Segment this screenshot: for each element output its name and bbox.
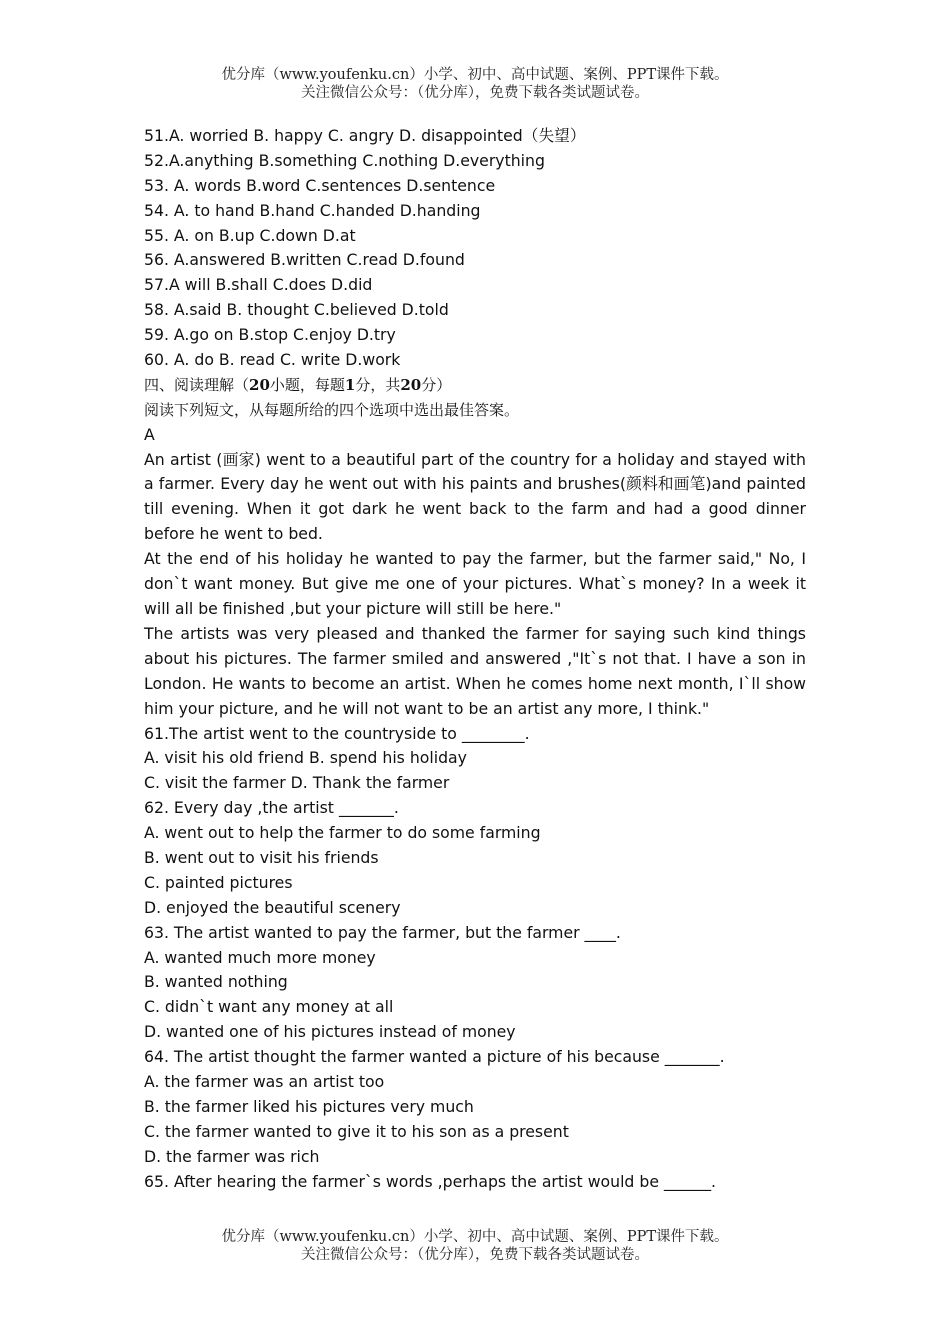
question-option: C. painted pictures	[144, 872, 293, 892]
option-line: 52.A.anything B.something C.nothing D.everything	[144, 150, 545, 170]
option-line: 54. A. to hand B.hand C.handed D.handing	[144, 200, 481, 220]
footer-line-2: 关注微信公众号：（优分库），免费下载各类试题试卷。	[301, 1247, 649, 1263]
header-line-2: 关注微信公众号：（优分库），免费下载各类试题试卷。	[301, 85, 649, 101]
option-line: 58. A.said B. thought C.believed D.told	[144, 300, 449, 320]
question-option: C. visit the farmer D. Thank the farmer	[144, 773, 450, 793]
section-instruction: 阅读下列短文，从每题所给的四个选项中选出最佳答案。	[144, 400, 520, 419]
question	[144, 722, 806, 797]
question-stem: 61.The artist went to the countryside to ________.	[144, 723, 530, 743]
question-stem: 64. The artist thought the farmer wanted a picture of his because _______.	[144, 1047, 725, 1067]
question-stem: 63. The artist wanted to pay the farmer, but the farmer ____.	[144, 922, 621, 942]
question-option: B. went out to visit his friends	[144, 848, 379, 867]
question-option: D. the farmer was rich	[144, 1146, 320, 1166]
header-line-1: 优分库（www.youfenku.cn）小学、初中、高中试题、案例、PPT课件下载。	[221, 67, 729, 83]
question	[144, 1170, 806, 1195]
passage-paragraph: An artist (画家) went to a beautiful part of the country for a holiday and stayed with a farmer. Every day he went out with his paints and brushes(颜料和画笔)and painted till evening. When it got dark he went back to the farm and had a good dinner before he went to bed.	[144, 449, 806, 544]
reading-passage	[144, 448, 806, 722]
section-points-total: 20	[400, 375, 422, 394]
question-option: D. wanted one of his pictures instead of money	[144, 1022, 516, 1042]
question-option: A. wanted much more money	[144, 947, 376, 967]
option-line: 59. A.go on B.stop C.enjoy D.try	[144, 325, 396, 345]
footer-line-1: 优分库（www.youfenku.cn）小学、初中、高中试题、案例、PPT课件下载。	[221, 1229, 729, 1245]
question-option: B. wanted nothing	[144, 972, 288, 992]
option-line: 51.A. worried B. happy C. angry D. disappointed（失望）	[144, 126, 586, 145]
question-option: C. didn`t want any money at all	[144, 997, 394, 1017]
section-question-count: 20	[249, 375, 270, 394]
section-title-post: 分）	[421, 375, 452, 394]
cloze-options	[144, 124, 806, 373]
option-line: 57.A will B.shall C.does D.did	[144, 275, 373, 295]
section-title	[144, 373, 806, 398]
section-title-mid2: 分，共	[355, 375, 401, 394]
passage-label: A	[144, 424, 155, 444]
question	[144, 921, 806, 1045]
question-option: D. enjoyed the beautiful scenery	[144, 897, 401, 917]
section-title-pre: 四、阅读理解（	[144, 375, 250, 394]
section-points-each: 1	[344, 375, 356, 394]
question-option: B. the farmer liked his pictures very much	[144, 1096, 474, 1116]
option-line: 60. A. do B. read C. write D.work	[144, 350, 401, 370]
page-header	[0, 66, 950, 102]
question-stem: 62. Every day ,the artist _______.	[144, 798, 399, 818]
question-option: A. the farmer was an artist too	[144, 1072, 385, 1092]
question-option: A. went out to help the farmer to do some farming	[144, 823, 541, 843]
question-stem: 65. After hearing the farmer`s words ,perhaps the artist would be ______.	[144, 1171, 717, 1191]
option-line: 56. A.answered B.written C.read D.found	[144, 250, 465, 270]
passage-paragraph: At the end of his holiday he wanted to pay the farmer, but the farmer said," No, I don`t want money. But give me one of your pictures. What`s money? In a week it will all be finished ,but your picture will still be here."	[144, 549, 806, 619]
passage-paragraph: The artists was very pleased and thanked the farmer for saying such kind things about his pictures. The farmer smiled and answered ,"It`s not that. I have a son in London. He wants to become an artist. When he comes home next month, I`ll show him your picture, and he will not want to be an artist any more, I think."	[144, 623, 806, 718]
option-line: 53. A. words B.word C.sentences D.sentence	[144, 175, 496, 195]
section-title-mid1: 小题，每题	[269, 375, 345, 394]
question-option: C. the farmer wanted to give it to his son as a present	[144, 1121, 569, 1141]
question-option: A. visit his old friend B. spend his holiday	[144, 748, 467, 768]
page-footer	[0, 1228, 950, 1264]
question	[144, 1045, 806, 1169]
question	[144, 796, 806, 920]
option-line: 55. A. on B.up C.down D.at	[144, 225, 356, 245]
document-body	[144, 124, 806, 1194]
question-list	[144, 722, 806, 1195]
